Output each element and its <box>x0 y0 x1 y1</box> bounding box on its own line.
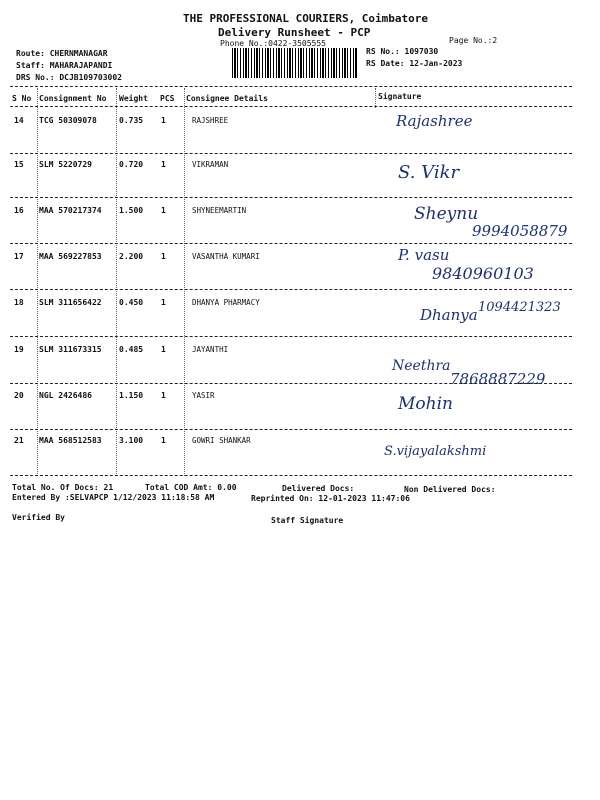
col-consignee: Consignee Details <box>186 94 268 103</box>
column-divider <box>184 88 185 476</box>
row-consignment: SLM 5220729 <box>39 160 92 169</box>
page-number: Page No.:2 <box>449 36 498 45</box>
row-sno: 16 <box>14 206 24 215</box>
row-sno: 15 <box>14 160 24 169</box>
col-pcs: PCS <box>160 94 175 103</box>
company-name: THE PROFESSIONAL COURIERS, Coimbatore <box>183 12 429 25</box>
row-pcs: 1 <box>161 436 166 445</box>
row-signature: Mohin <box>398 394 453 414</box>
column-divider <box>116 88 117 476</box>
drs-number: DRS No.: DCJB109703002 <box>16 73 122 82</box>
row-signature: Dhanya <box>420 306 478 324</box>
row-rule <box>10 336 572 337</box>
row-consignment: SLM 311656422 <box>39 298 102 307</box>
row-sno: 18 <box>14 298 24 307</box>
row-weight: 3.100 <box>119 436 144 445</box>
row-weight: 0.450 <box>119 298 144 307</box>
row-rule <box>10 383 572 384</box>
barcode <box>232 48 358 78</box>
row-weight: 0.485 <box>119 345 144 354</box>
row-pcs: 1 <box>161 298 166 307</box>
row-weight: 0.735 <box>119 116 144 125</box>
col-consignment: Consignment No <box>39 94 107 103</box>
row-signature: P. vasu <box>398 246 450 264</box>
verified-by: Verified By <box>12 513 65 522</box>
row-consignee: SHYNEEMARTIN <box>192 206 247 215</box>
total-cod: Total COD Amt: 0.00 <box>145 483 237 492</box>
row-sno: 17 <box>14 252 24 261</box>
column-divider <box>375 88 376 108</box>
column-divider <box>37 88 38 476</box>
row-pcs: 1 <box>161 206 166 215</box>
row-sno: 20 <box>14 391 24 400</box>
row-consignee: GOWRI SHANKAR <box>192 436 251 445</box>
row-rule <box>10 153 572 154</box>
row-sno: 19 <box>14 345 24 354</box>
row-signature: Sheynu <box>414 204 479 224</box>
row-consignee: JAYANTHI <box>192 345 229 354</box>
row-weight: 2.200 <box>119 252 144 261</box>
row-consignment: SLM 311673315 <box>39 345 102 354</box>
row-phone-note: 9994058879 <box>472 222 568 240</box>
row-weight: 1.500 <box>119 206 144 215</box>
row-rule <box>10 197 572 198</box>
row-consignment: NGL 2426486 <box>39 391 92 400</box>
delivered-docs: Delivered Docs: <box>282 484 355 493</box>
total-docs: Total No. Of Docs: 21 <box>12 483 114 492</box>
row-consignee: VASANTHA KUMARI <box>192 252 260 261</box>
reprinted-on: Reprinted On: 12-01-2023 11:47:06 <box>251 494 410 503</box>
row-signature: Rajashree <box>396 112 473 130</box>
rs-date: RS Date: 12-Jan-2023 <box>366 59 463 68</box>
row-pcs: 1 <box>161 160 166 169</box>
row-phone-note: 9840960103 <box>432 264 534 283</box>
row-phone-note: 7868887229 <box>450 370 546 388</box>
row-sno: 14 <box>14 116 24 125</box>
row-consignee: YASIR <box>192 391 215 400</box>
row-phone-note: 1094421323 <box>478 300 561 315</box>
rs-number: RS No.: 1097030 <box>366 47 439 56</box>
row-signature: Neethra <box>392 358 451 374</box>
document-title: Delivery Runsheet - PCP <box>218 26 371 39</box>
row-consignee: RAJSHREE <box>192 116 229 125</box>
row-pcs: 1 <box>161 345 166 354</box>
row-signature: S.vijayalakshmi <box>384 444 487 459</box>
row-consignment: MAA 568512583 <box>39 436 102 445</box>
entered-by: Entered By :SELVAPCP 1/12/2023 11:18:58 AM <box>12 493 215 502</box>
staff: Staff: MAHARAJAPANDI <box>16 61 113 70</box>
row-consignee: DHANYA PHARMACY <box>192 298 260 307</box>
row-pcs: 1 <box>161 116 166 125</box>
staff-signature: Staff Signature <box>271 516 344 525</box>
table-header-rule <box>10 106 572 107</box>
row-consignment: TCG 50309078 <box>39 116 97 125</box>
row-consignee: VIKRAMAN <box>192 160 229 169</box>
row-pcs: 1 <box>161 252 166 261</box>
row-rule <box>10 243 572 244</box>
col-sno: S No <box>12 94 32 103</box>
row-weight: 0.720 <box>119 160 144 169</box>
col-weight: Weight <box>119 94 148 103</box>
row-consignment: MAA 569227853 <box>39 252 102 261</box>
row-consignment: MAA 570217374 <box>39 206 102 215</box>
row-rule <box>10 429 572 430</box>
row-signature: S. Vikr <box>398 162 460 183</box>
row-sno: 21 <box>14 436 24 445</box>
col-signature: Signature <box>378 92 422 101</box>
route: Route: CHERNMANAGAR <box>16 49 108 58</box>
table-top-rule <box>10 86 572 87</box>
row-rule <box>10 289 572 290</box>
phone-number: Phone No.:0422-3505555 <box>220 39 326 48</box>
row-pcs: 1 <box>161 391 166 400</box>
row-rule <box>10 475 572 476</box>
row-weight: 1.150 <box>119 391 144 400</box>
non-delivered-docs: Non Delivered Docs: <box>404 485 496 494</box>
